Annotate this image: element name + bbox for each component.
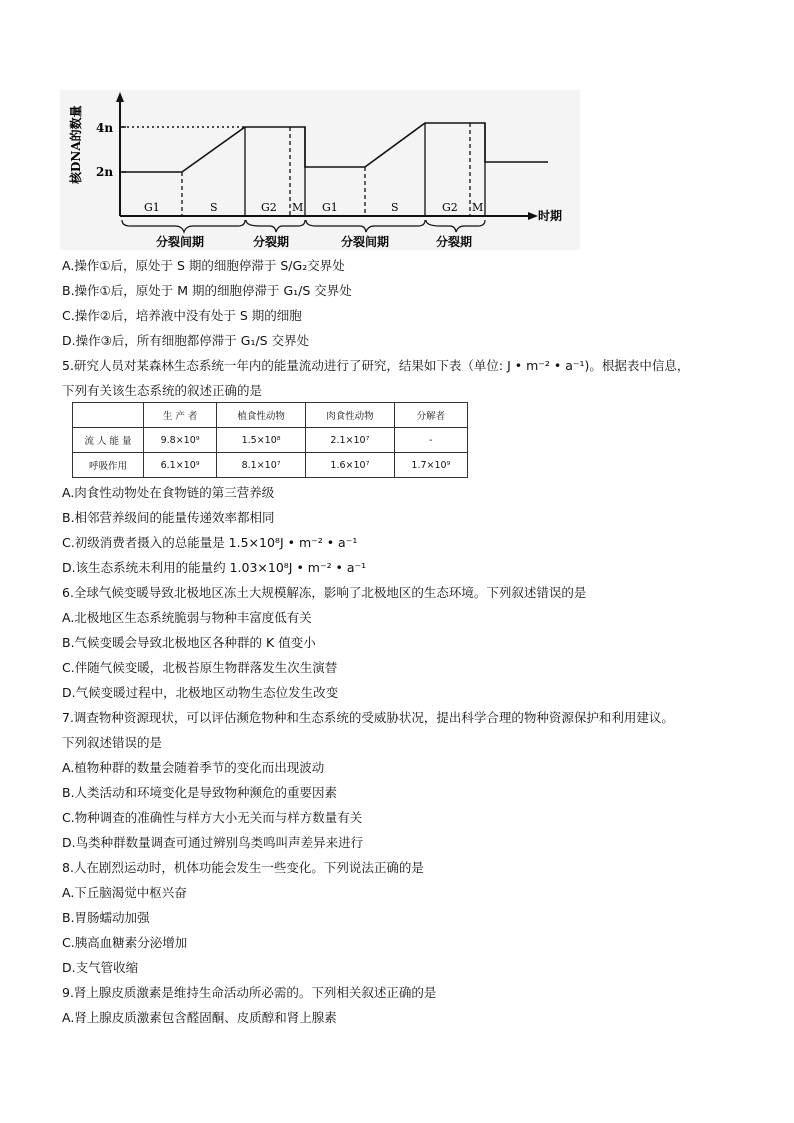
table-cell: 1.6×10⁷ <box>305 453 394 478</box>
table-cell: 6.1×10⁹ <box>144 453 217 478</box>
phase-label: M <box>472 201 484 214</box>
q5-option-d: D.该生态系统未利用的能量约 1.03×10⁸J • m⁻² • a⁻¹ <box>62 560 367 575</box>
q5-option-b: B.相邻营养级间的能量传递效率都相同 <box>62 510 275 525</box>
q8-option-a: A.下丘脑渴觉中枢兴奋 <box>62 885 187 900</box>
q6-stem: 6.全球气候变暖导致北极地区冻土大规模解冻，影响了北极地区的生态环境。下列叙述错误的是 <box>62 585 587 600</box>
table-cell: 1.5×10⁸ <box>217 428 306 453</box>
q6-option-b: B.气候变暖会导致北极地区各种群的 K 值变小 <box>62 635 316 650</box>
q4-option-d: D.操作③后，所有细胞都停滞于 G₁/S 交界处 <box>62 333 310 348</box>
q7-option-c: C.物种调查的准确性与样方大小无关而与样方数量有关 <box>62 810 363 825</box>
q7-stem-line2: 下列叙述错误的是 <box>62 735 163 750</box>
y-tick-4n: 4n <box>96 121 114 135</box>
phase-label: S <box>210 201 218 214</box>
table-header-cell: 生 产 者 <box>144 403 217 428</box>
q9-stem: 9.肾上腺皮质激素是维持生命活动所必需的。下列相关叙述正确的是 <box>62 985 437 1000</box>
q5-option-c: C.初级消费者摄入的总能量是 1.5×10⁸J • m⁻² • a⁻¹ <box>62 535 358 550</box>
q6-option-a: A.北极地区生态系统脆弱与物种丰富度低有关 <box>62 610 312 625</box>
q7-option-a: A.植物种群的数量会随着季节的变化而出现波动 <box>62 760 325 775</box>
table-cell: - <box>394 428 467 453</box>
q4-option-a: A.操作①后，原处于 S 期的细胞停滞于 S/G₂交界处 <box>62 258 345 273</box>
group-label: 分裂间期 <box>341 235 390 249</box>
table-cell: 8.1×10⁷ <box>217 453 306 478</box>
table-header-cell: 肉食性动物 <box>305 403 394 428</box>
q4-option-c: C.操作②后，培养液中没有处于 S 期的细胞 <box>62 308 302 323</box>
q6-option-d: D.气候变暖过程中，北极地区动物生态位发生改变 <box>62 685 339 700</box>
q8-option-b: B.胃肠蠕动加强 <box>62 910 150 925</box>
q5-stem-line1: 5.研究人员对某森林生态系统一年内的能量流动进行了研究，结果如下表（单位: J • m⁻² • a⁻¹)。根据表中信息， <box>62 358 690 373</box>
q4-option-b: B.操作①后，原处于 M 期的细胞停滞于 G₁/S 交界处 <box>62 283 352 298</box>
y-tick-2n: 2n <box>96 165 114 179</box>
phase-label: G1 <box>144 201 160 214</box>
table-cell: 9.8×10⁹ <box>144 428 217 453</box>
dna-cell-cycle-figure <box>60 90 580 250</box>
phase-label: M <box>292 201 304 214</box>
group-label: 分裂间期 <box>156 235 205 249</box>
group-label: 分裂期 <box>436 235 473 249</box>
q8-option-c: C.胰高血糖素分泌增加 <box>62 935 188 950</box>
group-label: 分裂期 <box>253 235 290 249</box>
x-axis-label: 时期 <box>538 209 563 223</box>
q8-stem: 8.人在剧烈运动时，机体功能会发生一些变化。下列说法正确的是 <box>62 860 424 875</box>
q7-option-d: D.鸟类种群数量调查可通过辨别鸟类鸣叫声差异来进行 <box>62 835 364 850</box>
q6-option-c: C.伴随气候变暖，北极苔原生物群落发生次生演替 <box>62 660 338 675</box>
q9-option-a: A.肾上腺皮质激素包含醛固酮、皮质醇和肾上腺素 <box>62 1010 337 1025</box>
q7-stem-line1: 7.调查物种资源现状，可以评估濒危物种和生态系统的受威胁状况，提出科学合理的物种资源保护和利用建议。 <box>62 710 674 725</box>
q5-stem-line2: 下列有关该生态系统的叙述正确的是 <box>62 383 263 398</box>
table-row <box>73 453 468 478</box>
q5-option-a: A.肉食性动物处在食物链的第三营养级 <box>62 485 275 500</box>
q8-option-d: D.支气管收缩 <box>62 960 139 975</box>
phase-label: S <box>391 201 399 214</box>
energy-flow-table <box>72 402 468 478</box>
table-cell: 流 人 能 量 <box>73 428 144 453</box>
phase-label: G2 <box>442 201 458 214</box>
q7-option-b: B.人类活动和环境变化是导致物种濒危的重要因素 <box>62 785 338 800</box>
table-header-cell <box>73 403 144 428</box>
table-header-cell: 分解者 <box>394 403 467 428</box>
table-header-row <box>73 403 468 428</box>
table-cell: 2.1×10⁷ <box>305 428 394 453</box>
table-cell: 1.7×10⁹ <box>394 453 467 478</box>
y-axis-label: 核DNA的数量 <box>69 105 83 184</box>
phase-label: G2 <box>261 201 277 214</box>
table-row <box>73 428 468 453</box>
phase-label: G1 <box>322 201 338 214</box>
table-header-cell: 植食性动物 <box>217 403 306 428</box>
table-cell: 呼吸作用 <box>73 453 144 478</box>
